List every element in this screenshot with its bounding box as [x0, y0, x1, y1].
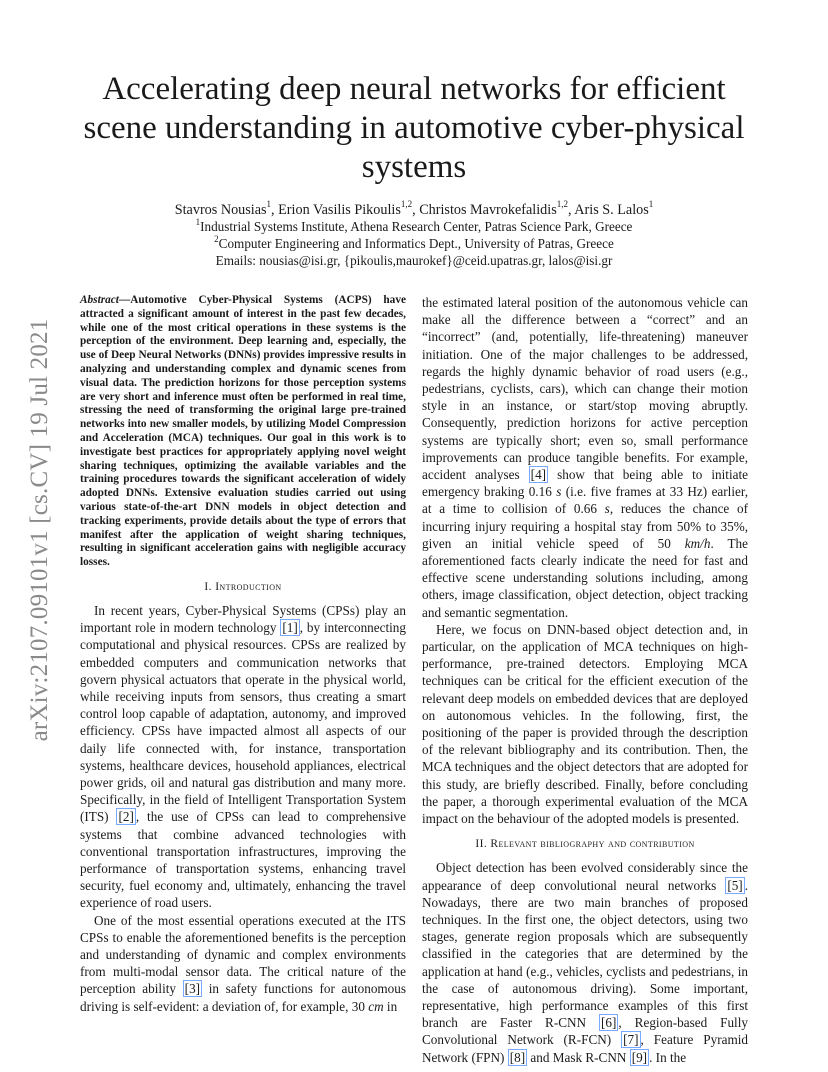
author-name: Christos Mavrokefalidis: [419, 202, 557, 218]
author-affil-mark: 1,2: [556, 199, 568, 210]
citation-link[interactable]: [9]: [631, 1049, 648, 1065]
author-name: Aris S. Lalos: [574, 202, 649, 218]
author-name: Stavros Nousias: [174, 202, 267, 218]
math-unit: s: [604, 501, 610, 517]
paper-title: Accelerating deep neural networks for efficient scene understanding in automotive cyber-physical systems: [83, 71, 745, 185]
citation-link[interactable]: [2]: [118, 809, 134, 825]
affiliation-mark: 1: [195, 216, 201, 227]
citation-link[interactable]: [8]: [509, 1049, 526, 1065]
left-column: [80, 294, 406, 1015]
intro-paragraph-2-continued: the estimated lateral position of the autonomous vehicle can make all the difference between a “correct” and an “incorrect” (and, potentially, life-threatening) maneuver initiation. One of the major challenges to be addressed, regards the highly dynamic behavior of road users (e.g., pedestrians, cyclists, cars), which can change their motion style in an instance, or start/stop moving abruptly. Consequently, prediction horizons for active perception systems are typically short; even so, small performance improvements can produce tangible benefits. For example, accident analyses [4] show that being able to initiate emergency braking 0.16 s (i.e. five frames at 33 Hz) earlier, at a time to collision of 0.66 s, reduces the chance of incurring injury requiring a hospital stay from 50% to 35%, given an initial vehicle speed of 50 km/h. The aforementioned facts clearly indicate the need for fast and effective scene understanding solutions including, among others, image classification, object detection, object tracking and semantic segmentation.: [422, 295, 749, 620]
citation-link[interactable]: [7]: [623, 1032, 639, 1048]
abstract-text: —Automotive Cyber-Physical Systems (ACPS) have attracted a significant amount of interest in the past few decades, while one of the most critical operations in these systems is the perception of the environment. Deep learning and, especially, the use of Deep Neural Networks (DNNs) provides impressive results in analyzing and understanding complex and dynamic scenes from visual data. The prediction horizons for those perception systems are very short and inference must often be performed in real time, stressing the need of transforming the original large pre-trained networks into new smaller models, by utilizing Model Compression and Acceleration (MCA) techniques. Our goal in this work is to investigate best practices for appropriately applying novel weight sharing techniques, optimizing the available variables and the training procedures towards the significant acceleration of widely adopted DNNs. Extensive evaluation studies carried out using various state-of-the-art DNN models in object detection and tracking experiments, provide details about the type of errors that manifest after the application of weight sharing techniques, resulting in significant acceleration gains with negligible accuracy losses.: [80, 294, 406, 569]
right-column: [422, 294, 748, 1066]
email-line: Emails: nousias@isi.gr, {pikoulis,maurokef}@ceid.upatras.gr, lalos@isi.gr: [215, 253, 613, 268]
arxiv-stamp: [18, 300, 62, 760]
section-heading-bibliography: II. Relevant bibliography and contribution: [475, 838, 695, 851]
arxiv-stamp-text: arXiv:2107.09101v1 [cs.CV] 19 Jul 2021: [26, 318, 53, 742]
affiliation-text: Computer Engineering and Informatics Dept., University of Patras, Greece: [218, 236, 614, 251]
citation-link[interactable]: [6]: [601, 1015, 617, 1031]
abstract-heading: Abstract: [80, 294, 119, 306]
affiliation-2: [70, 233, 758, 252]
citation-link[interactable]: [4]: [530, 467, 547, 483]
author-affil-mark: 1: [266, 199, 272, 210]
abstract: [80, 294, 406, 570]
author-list: Stavros Nousias$^1$, Erion Vasilis Pikoulis$^{1,2}$, Christos Mavrokefalidis$^{1,2}$, Aris S. Lalos$^1$: [174, 199, 654, 218]
intro-paragraph-1: In recent years, Cyber-Physical Systems (CPSs) play an important role in modern technology [1] , by interconnecting computational and physical resources. CPSs are realized by embedded computers and communication networks that govern physical actuators that operate in the physical world, while receiving inputs from sensors, thus creating a smart control loop capable of adaptation, autonomy, and improved efficiency. CPSs have impacted almost all aspects of our daily life connected with, for instance, transportation systems, healthcare devices, household appliances, electrical power grids, oil and natural gas distribution and many more. Specifically, in the field of Intelligent Transportation System (ITS) [2] , the use of CPSs can lead to comprehensive systems that combine advanced technologies with conventional transportation infrastructures, improving the performance of transportation systems, enhancing travel security, fuel economy and, ultimately, enhancing the travel experience of road users.: [80, 602, 406, 911]
citation-link[interactable]: [1]: [282, 620, 298, 636]
section-heading-introduction: I. Introduction: [204, 580, 282, 593]
affiliation-text: Industrial Systems Institute, Athena Research Center, Patras Science Park, Greece: [200, 219, 633, 234]
affiliation-1: [70, 216, 758, 235]
citation-link[interactable]: [3]: [184, 981, 201, 997]
math-unit: km/h: [684, 535, 711, 551]
math-unit: cm: [368, 998, 384, 1014]
intro-paragraph-3: Here, we focus on DNN-based object detection and, in particular, on the application of MCA techniques on high-performance, pre-trained detectors. Employing MCA techniques can be critical for the efficient execution of the relevant deep models on embedded devices that are deployed on autonomous vehicles. In the following, first, the positioning of the paper is provided through the description of the relevant bibliography and its contribution. Then, the MCA techniques and the object detectors that are adopted for this study, are briefly described. Finally, before concluding the paper, a thorough experimental evaluation of the MCA impact on the behaviour of the adopted models is presented.: [422, 621, 748, 827]
bibliography-paragraph-1: Object detection has been evolved considerably since the appearance of deep convolutional neural networks [5] . Nowadays, there are two main branches of proposed techniques. In the first one, the object detectors, using two stages, generate region proposals which are subsequently classified in the categories that are determined by the application at hand (e.g., vehicles, cyclists and pedestrians, in the case of autonomous driving). Some important, representative, high performance examples of this first branch are Faster R-CNN [6] , Region-based Fully Convolutional Network (R-FCN) [7] , Feature Pyramid Network (FPN) [8] and Mask R-CNN [9] . In the: [422, 860, 748, 1065]
affiliation-mark: 2: [214, 233, 219, 244]
author-name: Erion Vasilis Pikoulis: [278, 202, 401, 218]
intro-paragraph-2: One of the most essential operations executed at the ITS CPSs to enable the aforementioned benefits is the perception and understanding of dynamic and complex environments from multi-modal sensor data. The critical nature of the perception ability [3] in safety functions for autonomous driving is self-evident: a deviation of, for example, 30 cm in: [80, 912, 407, 1014]
author-affil-mark: 1: [648, 199, 654, 210]
math-unit: s: [556, 484, 562, 500]
author-affil-mark: 1,2: [400, 199, 413, 210]
citation-link[interactable]: [5]: [727, 877, 743, 893]
